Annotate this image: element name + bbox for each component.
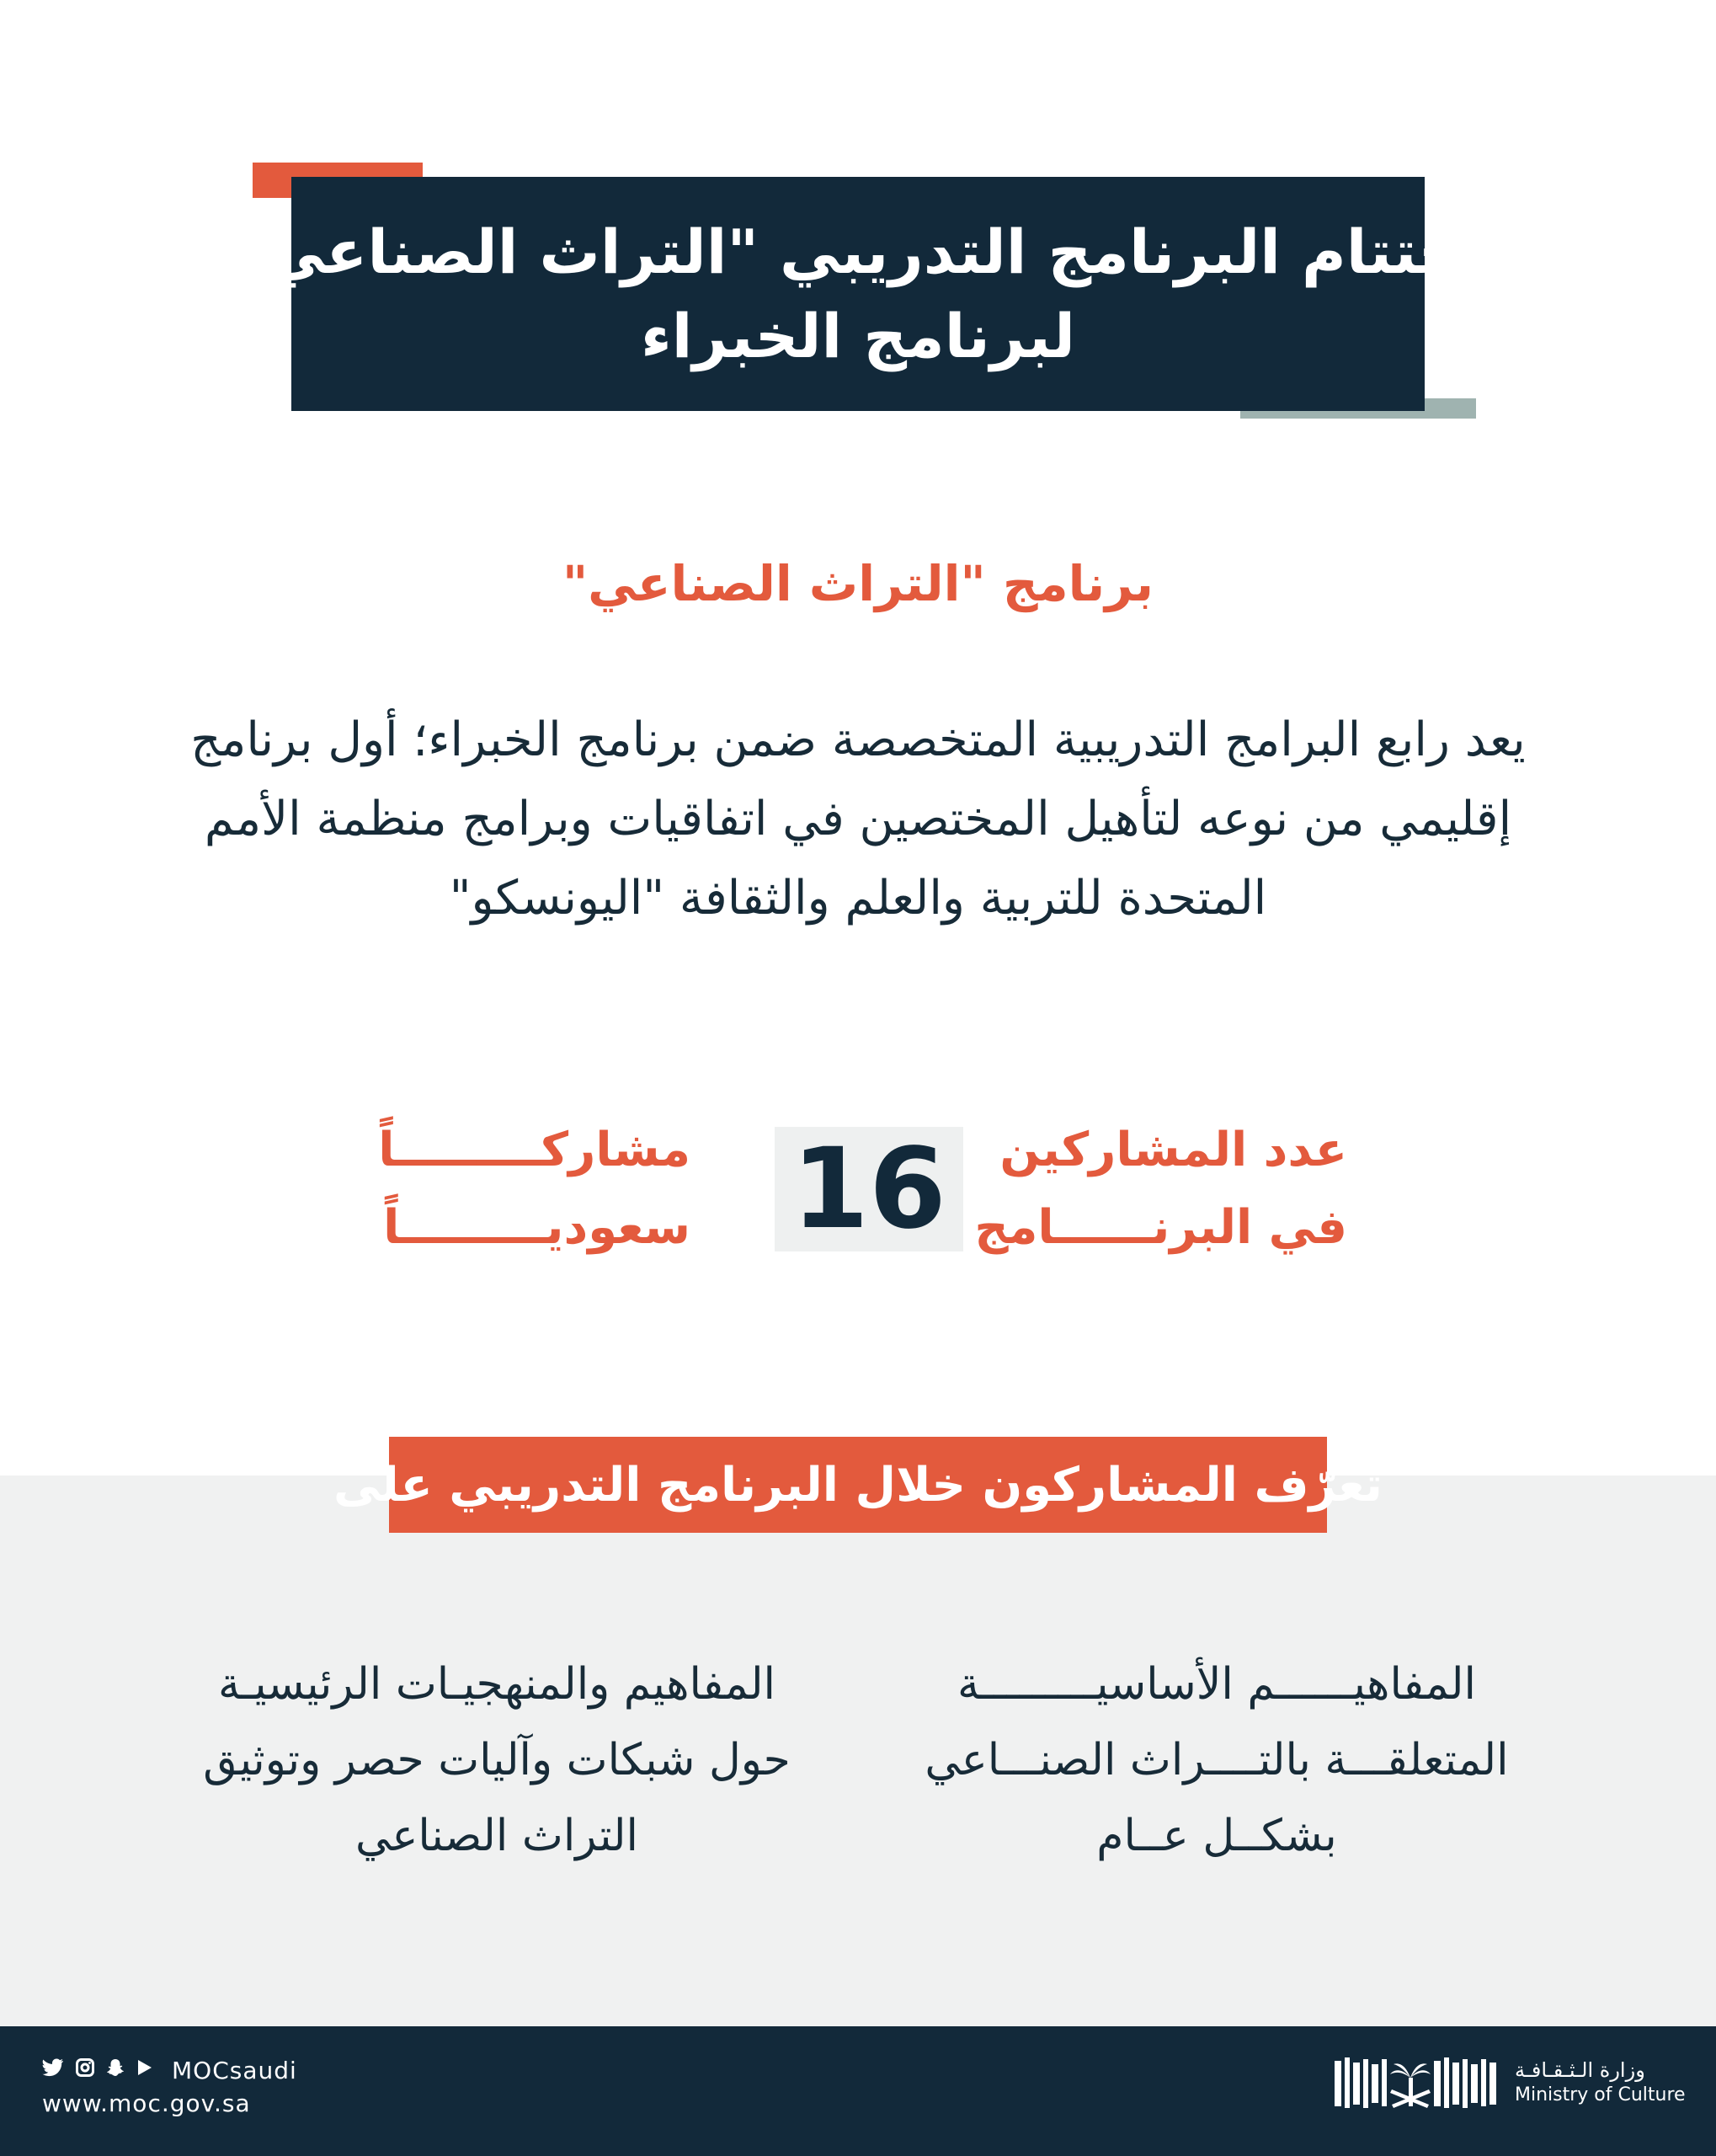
learning-item-line: بشكــل عــام (1096, 1811, 1337, 1861)
participants-label-line1: عدد المشاركين (999, 1123, 1347, 1177)
learning-item-basic-concepts (909, 1646, 1524, 1874)
ministry-name (1515, 2057, 1686, 2108)
learning-item-line: التراث الصناعي (355, 1811, 638, 1861)
page-title-line1: اختتام البرنامج التدريبي "التراث الصناعي" (232, 216, 1484, 287)
learning-item-line: المتعلقـــة بالتــــراث الصنـــاعي (925, 1735, 1509, 1785)
program-subtitle: برنامج "التراث الصناعي" (562, 555, 1154, 612)
ministry-name-en: Ministry of Culture (1515, 2084, 1686, 2105)
participants-unit-line2: سعوديـــــــــاً (383, 1200, 690, 1255)
instagram-icon[interactable] (76, 2058, 94, 2082)
page-title-line2: لبرنامج الخبراء (640, 301, 1076, 371)
ministry-emblem-icon (1335, 2056, 1500, 2110)
description-line: المتحدة للتربية والعلم والثقافة "اليونسكو" (449, 871, 1267, 926)
participants-label-line2: في البرنــــــامج (974, 1200, 1347, 1255)
title-banner (232, 177, 1484, 411)
participants-count: 16 (775, 1127, 963, 1251)
snapchat-icon[interactable] (106, 2058, 125, 2082)
participants-unit-line1: مشاركـــــــــاً (378, 1123, 690, 1177)
social-links (42, 2055, 297, 2085)
participants-unit (354, 1112, 690, 1267)
youtube-icon[interactable] (136, 2058, 153, 2082)
participants-label (974, 1112, 1347, 1267)
ministry-name-ar: وزارة الـثـقـافـة (1515, 2058, 1645, 2082)
learning-item-line: المفاهيــــــم الأساسيـــــــــة (957, 1659, 1476, 1710)
ministry-logo (1335, 2055, 1686, 2111)
learning-item-methodologies (185, 1646, 808, 1874)
twitter-icon[interactable] (42, 2058, 64, 2082)
program-description (168, 701, 1548, 938)
social-handle[interactable]: MOCsaudi (172, 2056, 297, 2084)
website-link[interactable]: www.moc.gov.sa (42, 2089, 251, 2117)
learning-item-line: حول شبكات وآليات حصر وتوثيق (203, 1735, 791, 1785)
learning-banner: تعرّف المشاركون خلال البرنامج التدريبي على (389, 1437, 1327, 1533)
learning-item-line: المفاهيم والمنهجيـات الرئيسيـة (217, 1659, 776, 1710)
description-line: يعد رابع البرامج التدريبية المتخصصة ضمن برنامج الخبراء؛ أول برنامج (190, 712, 1526, 767)
description-line: إقليمي من نوعه لتأهيل المختصين في اتفاقيات وبرامج منظمة الأمم (204, 792, 1512, 846)
